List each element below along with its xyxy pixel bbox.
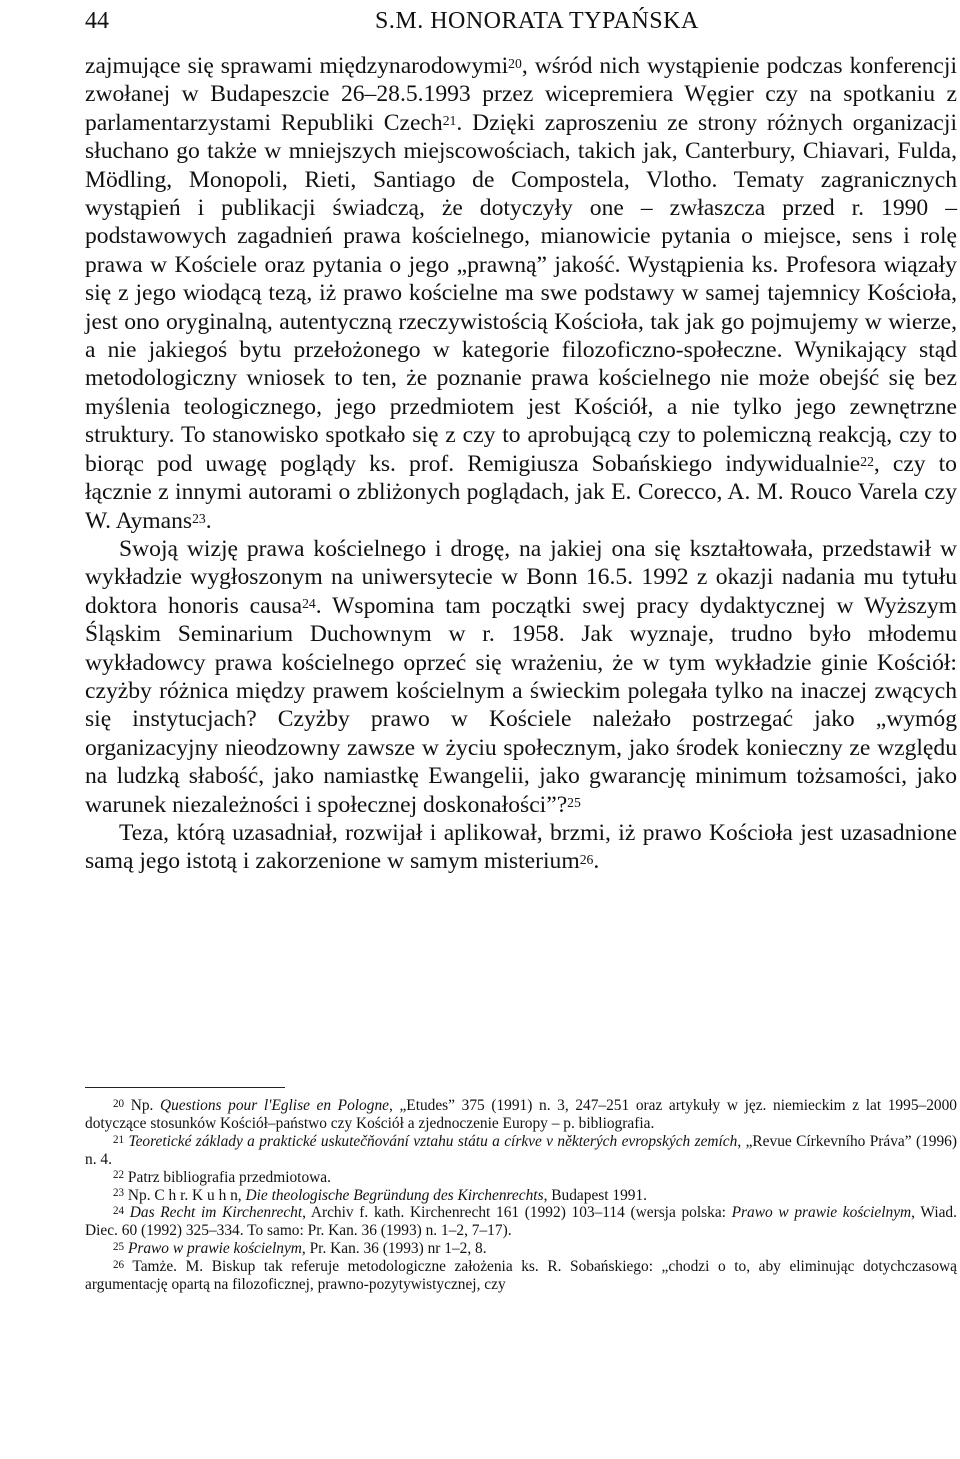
text-run: zajmujące się sprawami międzynarodowymi [85, 53, 509, 79]
text-run: , Pr. Kan. 36 (1993) nr 1–2, 8. [301, 1240, 487, 1258]
footnotes [85, 1097, 957, 1294]
footnote [85, 1133, 957, 1169]
footnote-ref: 24 [302, 595, 316, 611]
paragraph [85, 535, 957, 819]
footnote-ref: 20 [508, 56, 522, 72]
text-run: Np. [124, 1097, 160, 1114]
italic-title: Das Recht im Kirchenrecht [129, 1204, 303, 1222]
footnote [85, 1204, 957, 1240]
footnote [85, 1187, 957, 1205]
footnote [85, 1169, 957, 1187]
footnote-number [113, 1240, 124, 1257]
footnote-ref: 23 [192, 510, 206, 526]
text-run: . [593, 848, 600, 875]
italic-title: Questions pour l'Eglise en Pologne [159, 1097, 389, 1114]
text-run: , Wiad. Diec. 60 (1992) 325–334. To samo: Pr. Kan. 36 (1993) n. 1–2, 7–17). [85, 1204, 957, 1240]
footnote-number [113, 1258, 124, 1275]
running-head: S.M. HONORATA TYPAŃSKA [375, 8, 699, 34]
italic-title: Prawo w prawie kościelnym [127, 1240, 302, 1258]
text-run: Swoją wizję prawa kościelnego i drogę, na jakiej ona się kształtowała, przedstawił w wykładzie wygłoszonym na uniwersytecie w Bonn 16.5. 1992 z okazji nadania mu tytułu doktora honoris causa [85, 535, 957, 619]
body-text [85, 52, 957, 876]
text-run: , „Etudes” 375 (1991) n. 3, 247–251 oraz artykuły w jęz. niemieckim z lat 1995–2000 dotyczące stosunków Kościół–państwo czy Kościół a zjednoczenie Europy – p. bibliografia. [85, 1097, 957, 1132]
text-run: Teza, którą uzasadniał, rozwijał i aplikował, brzmi, iż prawo Kościoła jest uzasadnione samą jego istotą i zakorzenione w samym misterium [85, 819, 957, 875]
text-run: , „Revue Církevního Práva” (1996) n. 4. [85, 1132, 957, 1168]
text-run: . Wspomina tam początki swej pracy dydaktycznej w Wyższym Śląskim Seminarium Duchownym w r. 1958. Jak wyznaje, trudno było młodemu wykładowcy prawa kościelnego oprzeć się wrażeniu, że w tym wykładzie ginie Kościół: czyżby różnica między prawem kościelnym a świeckim polegała tylko na inaczej zwących się instytucjach? Czyżby prawo w Kościele należało postrzegać jako „wymóg organizacyjny nieodzowny zawsze w życiu społecznym, jako środek konieczny ze względu na ludzką słabość, jako namiastkę Ewangelii, jako gwarancję minimum tożsamości, jako warunek niezależności i społecznej doskonałości”? [85, 592, 957, 818]
footnote-number [113, 1187, 124, 1204]
footnote-separator [85, 1087, 285, 1088]
footnote [85, 1240, 957, 1258]
paragraph [85, 819, 957, 876]
page-header [85, 4, 885, 40]
footnote-number-sup: 26 [113, 1258, 125, 1271]
footnote-number [113, 1097, 124, 1114]
footnote-ref: 26 [579, 851, 594, 867]
page-number: 44 [85, 8, 109, 34]
text-run: , wśród nich wystąpienie podczas konferencji zwołanej w Budapeszcie 26–28.5.1993 przez wicepremiera Węgier czy na spotkaniu z parlamentarzystami Republiki Czech [85, 53, 957, 136]
text-run: , czy to łącznie z innymi autorami o zbliżonych poglądach, jak E. Corecco, A. M. Rouco Varela czy W. Aymans [85, 450, 957, 534]
text-run: Patrz bibliografia przedmiotowa. [124, 1168, 331, 1186]
footnote-number [113, 1204, 124, 1221]
footnote-number-sup: 20 [113, 1097, 125, 1110]
text-run: , Budapest 1991. [543, 1186, 648, 1204]
footnote-ref: 21 [442, 113, 457, 129]
text-run: . Dzięki zaproszeniu ze strony różnych organizacji słuchano go także w mniejszych miejscowościach, takich jak, Canterbury, Chiavari, Fulda, Mödling, Monopoli, Rieti, Santiago de Compostela, Vlotho. Tematy zagranicznych wystąpień i publikacji świadczą, że dotyczyły one – zwłaszcza przed r. 1990 – podstawowych zagadnień prawa kościelnego, mianowicie pytania o miejsce, sens i rolę prawa w Kościele oraz pytania o jego „prawną” jakość. Wystąpienia ks. Profesora wiązały się z jego wiodącą tezą, iż prawo kościelne ma swe podstawy w samej tajemnicy Kościoła, jest ono oryginalną, autentyczną rzeczywistością Kościoła, tak jak go pojmujemy w wierze, a nie jakiegoś bytu przełożonego w kategorie filozoficzno-społeczne. Wynikający stąd metodologiczny wniosek to ten, że poznanie prawa kościelnego nie może obejść się bez myślenia teologicznego, jego przedmiotem jest Kościół, a nie tylko jego zewnętrzne struktury. To stanowisko spotkało się z czy to aprobującą czy to polemiczną reakcją, czy to biorąc pod uwagę poglądy ks. prof. Remigiusza Sobańskiego indywidualnie [85, 109, 957, 477]
footnote-number-sup: 25 [113, 1240, 125, 1253]
footnote [85, 1097, 957, 1133]
text-run: Tamże. M. Biskup tak referuje metodologiczne założenia ks. R. Sobańskiego: „chodzi o to, aby eliminując dotychczasową argumentację opartą na filozoficznej, prawno-pozytywistycznej, czy [85, 1258, 957, 1294]
footnote-number-sup: 24 [113, 1205, 125, 1218]
paragraph [85, 52, 957, 535]
footnote-number-sup: 21 [113, 1133, 125, 1146]
italic-title: Die theologische Begründung des Kirchenrechts [245, 1186, 544, 1204]
footnote-ref: 22 [860, 453, 874, 469]
footnote-number [113, 1169, 124, 1186]
footnote-number-sup: 23 [113, 1187, 125, 1200]
text-run: Np. C h r. K u h n, [124, 1186, 246, 1204]
text-run: , Archiv f. kath. Kirchenrecht 161 (1992) 103–114 (wersja polska: [302, 1204, 732, 1222]
footnote-number-sup: 22 [113, 1169, 125, 1182]
footnote-number [113, 1133, 124, 1150]
text-run: . [205, 507, 212, 534]
footnote [85, 1258, 957, 1294]
italic-title: Teoretické základy a praktické uskutečňování vztahu státu a církve v některých evropských zemích [128, 1132, 738, 1150]
footnote-ref: 25 [567, 794, 581, 810]
italic-title: Prawo w prawie kościelnym [731, 1204, 912, 1222]
